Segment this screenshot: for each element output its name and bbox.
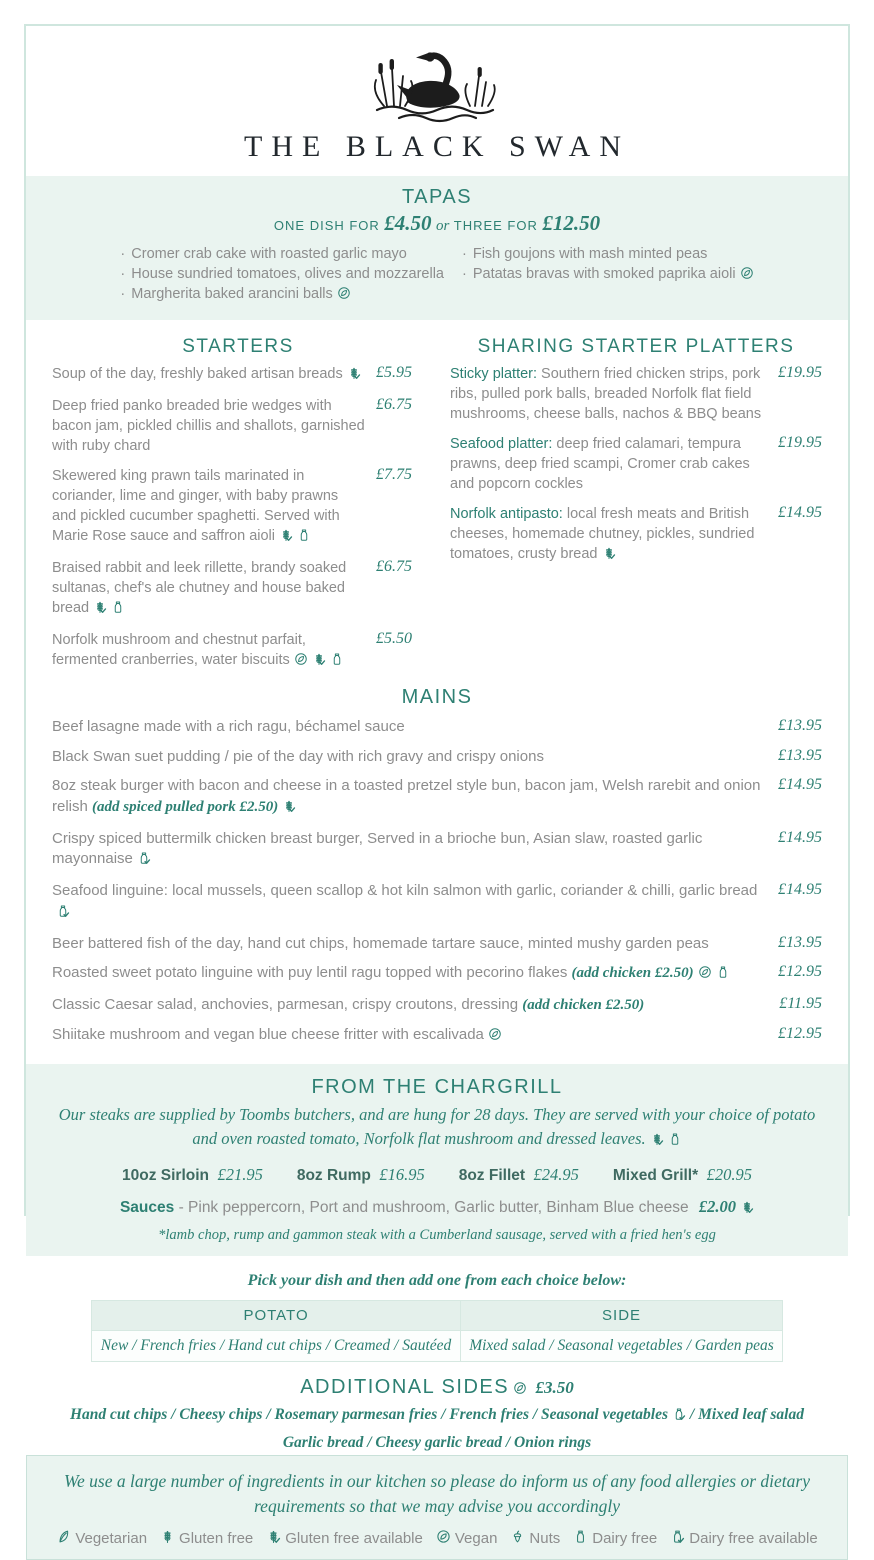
menu-item-text: Classic Caesar salad, anchovies, parmesan, crispy croutons, dressing (add chicken £2.50): [52, 995, 645, 1013]
menu-item: [52, 776, 822, 819]
choices-header-side: SIDE: [461, 1301, 783, 1331]
legend-label: Nuts: [529, 1530, 561, 1548]
menu-item-note: (add chicken £2.50): [522, 996, 645, 1013]
menu-item: [52, 364, 424, 386]
additional-sides-price: £3.50: [535, 1378, 574, 1398]
menu-item: [52, 995, 822, 1016]
menu-item: [52, 466, 424, 548]
dairy-free-available-icon: [137, 851, 151, 872]
gluten-free-available-icon: [650, 1129, 664, 1153]
legend-item: [510, 1529, 560, 1548]
menu-item-text: Black Swan suet pudding / pie of the day with rich gravy and crispy onions: [52, 747, 544, 765]
menu-item: [52, 558, 424, 620]
legend-label: Gluten free: [179, 1530, 254, 1548]
menu-item-text: Skewered king prawn tails marinated in coriander, lime and ginger, with baby prawns and pickled cucumber spaghetti. Served with Marie Rose sauce and saffron aioli: [52, 466, 366, 548]
legend-label: Vegetarian: [75, 1530, 148, 1548]
menu-item-price: £14.95: [778, 828, 822, 846]
tapas-item: · Fish goujons with mash minted peas: [461, 246, 708, 262]
menu-item: [52, 630, 424, 672]
mains-section: [26, 686, 848, 1056]
choices-table: [91, 1300, 783, 1362]
dairy-free-available-icon: [56, 904, 70, 925]
legend-item: [436, 1529, 498, 1548]
vegan-icon: [294, 652, 308, 672]
additional-sides-section: [26, 1376, 848, 1455]
menu-item-price: £13.95: [778, 717, 822, 734]
menu-item-price: £11.95: [779, 994, 822, 1012]
legend-item: [160, 1529, 253, 1548]
menu-item-price: £19.95: [778, 364, 822, 381]
platters-list: [450, 364, 822, 566]
starters-platters-row: [26, 336, 848, 682]
menu-item-price: £13.95: [778, 746, 822, 764]
additional-sides-title-row: [26, 1376, 848, 1400]
page-title: THE BLACK SWAN: [244, 130, 630, 163]
sauces-text: - Pink peppercorn, Port and mushroom, Garlic butter, Binham Blue cheese: [178, 1199, 689, 1217]
menu-item-text: Braised rabbit and leek rillette, brandy soaked sultanas, chef's ale chutney and house baked bread: [52, 558, 366, 620]
chargrill-section: [26, 1064, 848, 1256]
tapas-price-line: [46, 211, 828, 236]
gluten-free-available-icon: [740, 1200, 754, 1219]
menu-item-price: £5.50: [376, 630, 412, 647]
tapas-item: · Cromer crab cake with roasted garlic mayo: [120, 246, 407, 262]
legend-label: Dairy free available: [689, 1530, 818, 1548]
menu-item-text: 8oz steak burger with bacon and cheese in a toasted pretzel style bun, bacon jam, Welsh rarebit and onion relish (add spiced pulled pork £2.50): [52, 776, 764, 819]
gluten-free-available-icon: [312, 652, 326, 672]
starters-list: [52, 364, 424, 672]
steak-item: [122, 1165, 263, 1185]
menu-item-price: £5.95: [376, 364, 412, 381]
steak-price: £24.95: [533, 1165, 579, 1185]
menu-item-price: £14.95: [778, 776, 822, 794]
tapas-right-list: [462, 244, 754, 306]
dairy-free-available-icon: [672, 1405, 686, 1428]
choices-intro: Pick your dish and then add one from each choice below:: [247, 1272, 627, 1290]
dietary-legend: [53, 1529, 821, 1548]
menu-item: [450, 364, 822, 424]
steak-name: 8oz Fillet: [458, 1167, 526, 1185]
dairy-free-icon: [716, 965, 730, 986]
steak-name: Mixed Grill*: [612, 1167, 699, 1185]
tapas-price-one: £4.50: [384, 211, 432, 235]
choices-options-potato: New / French fries / Hand cut chips / Creamed / Sautéed: [92, 1331, 461, 1362]
gluten-free-icon: [160, 1529, 175, 1548]
menu-item-price: £6.75: [376, 558, 412, 575]
menu-item: [450, 434, 822, 494]
menu-item-lead: Seafood platter:: [450, 436, 553, 452]
platters-title: SHARING STARTER PLATTERS: [477, 336, 795, 357]
menu-item-price: £14.95: [778, 881, 822, 899]
gluten-free-available-icon: [282, 799, 296, 820]
starters-title: STARTERS: [182, 336, 294, 357]
tapas-price-mid: THREE FOR: [453, 218, 538, 233]
vegan-icon: [436, 1529, 451, 1548]
menu-item-price: £13.95: [778, 933, 822, 951]
legend-item: [670, 1529, 817, 1548]
menu-item-price: £19.95: [778, 434, 822, 451]
gluten-free-available-icon: [602, 546, 616, 566]
sauces-line: [56, 1197, 818, 1219]
menu-item-text: Norfolk antipasto: local fresh meats and British cheeses, homemade chutney, pickles, sundried tomatoes, crusty bread: [450, 504, 764, 566]
menu-item: [52, 1025, 822, 1048]
dairy-free-icon: [573, 1529, 588, 1548]
additional-sides-line1: Hand cut chips / Cheesy chips / Rosemary parmesan fries / French fries / Seasonal vegetables / Mixed leaf salad: [26, 1403, 848, 1428]
tapas-item: · House sundried tomatoes, olives and mozzarella: [120, 266, 444, 282]
tapas-price-prefix: ONE DISH FOR: [273, 218, 380, 233]
menu-item: [52, 747, 822, 768]
vegan-icon: [740, 266, 754, 286]
menu-item-text: Deep fried panko breaded brie wedges with bacon jam, pickled chillis and shallots, garnished with ruby chard: [52, 398, 365, 454]
menu-item-lead: Norfolk antipasto:: [450, 506, 563, 522]
vegan-icon: [513, 1381, 527, 1400]
allergy-notice: We use a large number of ingredients in our kitchen so please do inform us of any food allergies or dietary requirements so that we may advise you accordingly: [64, 1470, 810, 1516]
choices-section: [26, 1272, 848, 1362]
legend-item: [266, 1529, 423, 1548]
mains-list: [52, 717, 822, 1047]
tapas-item: · Patatas bravas with smoked paprika aioli: [462, 264, 754, 286]
steak-item: [297, 1165, 425, 1185]
vegan-icon: [698, 965, 712, 986]
menu-item-text: Norfolk mushroom and chestnut parfait, fermented cranberries, water biscuits: [52, 630, 366, 672]
menu-item: [52, 881, 822, 924]
dairy-free-icon: [111, 600, 125, 620]
dairy-free-icon: [330, 652, 344, 672]
tapas-section: [26, 176, 848, 320]
vegan-icon: [488, 1027, 502, 1048]
steak-item: [459, 1165, 579, 1185]
steak-name: 8oz Rump: [296, 1167, 371, 1185]
dairy-free-icon: [297, 528, 311, 548]
vegan-icon: [337, 286, 351, 306]
bullet: ·: [461, 266, 467, 282]
legend-item: [573, 1529, 657, 1548]
choices-header-potato: POTATO: [92, 1301, 461, 1331]
menu-item-price: £12.95: [778, 963, 822, 981]
menu-item: [52, 396, 424, 456]
bullet: ·: [120, 286, 126, 302]
menu-item-text: Sticky platter: Southern fried chicken strips, pork ribs, pulled pork balls, breaded Norfolk flat field mushrooms, cheese balls, nachos & BBQ beans: [450, 366, 762, 422]
tapas-left-list: [120, 244, 444, 306]
choices-options-side: Mixed salad / Seasonal vegetables / Garden peas: [461, 1331, 783, 1362]
platters-section: [450, 336, 822, 682]
tapas-columns: [46, 244, 828, 306]
allergy-footer: [26, 1455, 848, 1560]
legend-label: Dairy free: [592, 1530, 658, 1548]
steak-price: £16.95: [379, 1165, 425, 1185]
menu-item-text: Beer battered fish of the day, hand cut chips, homemade tartare sauce, minted mushy garden peas: [52, 934, 709, 952]
gluten-free-available-icon: [93, 600, 107, 620]
sauces-icons: [736, 1199, 754, 1216]
bullet: ·: [120, 266, 126, 282]
tapas-or: or: [435, 218, 450, 234]
chargrill-footnote: *lamb chop, rump and gammon steak with a Cumberland sausage, served with a fried hen's egg: [158, 1227, 716, 1244]
menu-item-text: Shiitake mushroom and vegan blue cheese fritter with escalivada: [52, 1025, 764, 1048]
legend-label: Vegan: [454, 1530, 498, 1548]
steaks-row: [56, 1165, 818, 1185]
chargrill-intro: Our steaks are supplied by Toombs butchers, and are hung for 28 days. They are served with your choice of potato and oven roasted tomato, Norfolk flat mushroom and dressed leaves.: [57, 1103, 817, 1153]
steak-item: [613, 1165, 752, 1185]
sauces-price: £2.00: [698, 1197, 737, 1217]
additional-sides-title: ADDITIONAL SIDES: [300, 1376, 510, 1399]
additional-sides-title-icons: [509, 1380, 527, 1397]
chargrill-title: FROM THE CHARGRILL: [311, 1076, 563, 1099]
menu-item-note: (add chicken £2.50): [571, 965, 694, 982]
tapas-price-three: £12.50: [542, 211, 601, 235]
menu-item-text: Roasted sweet potato linguine with puy lentil ragu topped with pecorino flakes (add chicken £2.50): [52, 963, 764, 986]
menu-header: [26, 26, 848, 164]
menu-item-note: (add spiced pulled pork £2.50): [92, 799, 279, 816]
gluten-free-available-icon: [347, 366, 361, 386]
dairy-free-available-icon: [670, 1529, 685, 1548]
menu-item-price: £14.95: [778, 504, 822, 521]
steak-price: £20.95: [706, 1165, 752, 1185]
menu-item-lead: Sticky platter:: [450, 366, 538, 382]
menu-item: [450, 504, 822, 566]
starters-section: [52, 336, 424, 682]
gluten-free-available-icon: [266, 1529, 281, 1548]
menu-item-text: Seafood linguine: local mussels, queen scallop & hot kiln salmon with garlic, coriander & chilli, garlic bread: [52, 881, 764, 924]
steak-price: £21.95: [217, 1165, 263, 1185]
menu-page: [26, 26, 848, 1548]
legend-item: [56, 1529, 147, 1548]
bullet: ·: [120, 246, 126, 262]
additional-sides-line2: Garlic bread / Cheesy garlic bread / Onion rings: [282, 1434, 592, 1452]
gluten-free-available-icon: [279, 528, 293, 548]
mains-title: MAINS: [401, 686, 473, 708]
nuts-icon: [510, 1529, 525, 1548]
bullet: ·: [461, 246, 467, 262]
menu-item-price: £7.75: [376, 466, 412, 483]
menu-item-text: Beef lasagne made with a rich ragu, béchamel sauce: [52, 718, 405, 735]
menu-item-text: Crispy spiced buttermilk chicken breast burger, Served in a brioche bun, Asian slaw, roasted garlic mayonnaise: [52, 829, 764, 872]
menu-item-text: Seafood platter: deep fried calamari, tempura prawns, deep fried scampi, Cromer crab cakes and popcorn cockles: [450, 436, 750, 492]
sauces-label: Sauces: [119, 1199, 175, 1217]
menu-item: [52, 934, 822, 955]
black-swan-logo-icon: [26, 36, 848, 128]
menu-item-text: Soup of the day, freshly baked artisan breads: [52, 364, 366, 386]
tapas-title: TAPAS: [401, 186, 473, 208]
menu-item: [52, 829, 822, 872]
menu-item-price: £6.75: [376, 396, 412, 413]
steak-name: 10oz Sirloin: [122, 1167, 209, 1185]
menu-item: [52, 963, 822, 986]
legend-label: Gluten free available: [285, 1530, 423, 1548]
menu-item: [52, 717, 822, 738]
dairy-free-icon: [668, 1129, 682, 1153]
tapas-item: · Margherita baked arancini balls: [120, 284, 444, 306]
menu-item-price: £12.95: [778, 1024, 822, 1042]
vegetarian-icon: [56, 1529, 71, 1548]
